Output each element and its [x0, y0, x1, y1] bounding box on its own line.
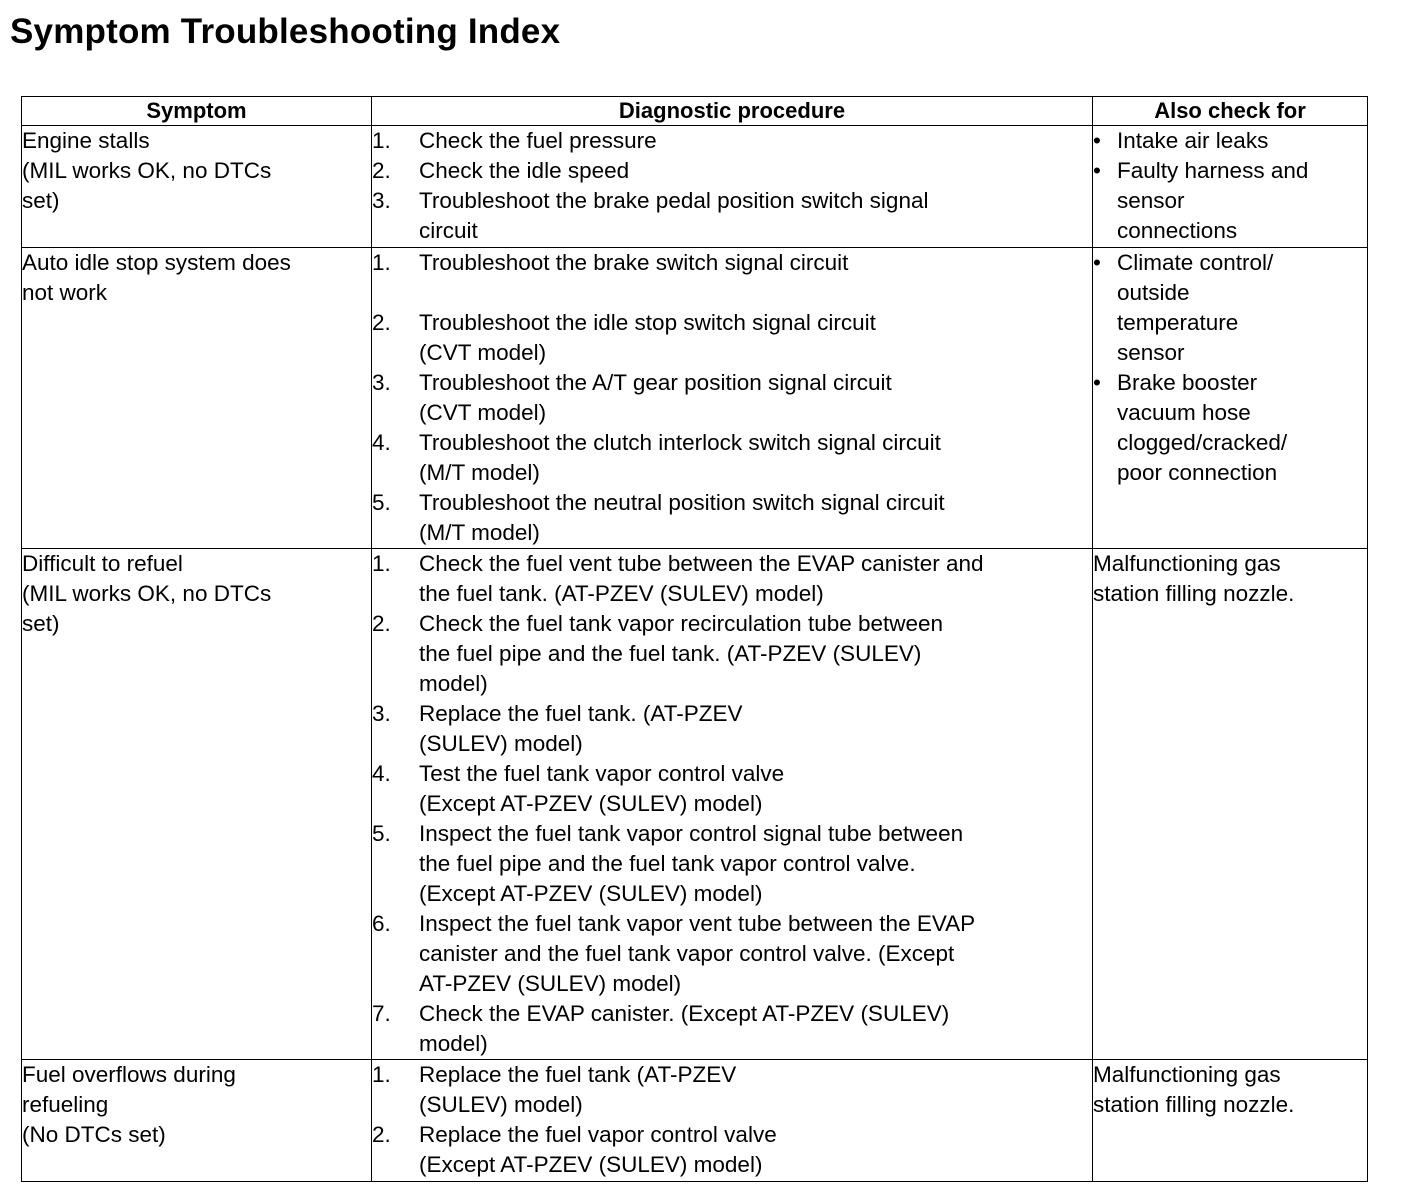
step-text: Replace the fuel tank. (AT-PZEV (SULEV) model) — [419, 701, 743, 756]
check-item-text: Climate control/ outside temperature sensor — [1117, 250, 1274, 365]
procedure-step — [372, 1120, 1092, 1180]
step-number: 1. — [372, 250, 391, 275]
step-number: 6. — [372, 911, 391, 936]
check-item — [1093, 248, 1367, 368]
also-check-cell — [1093, 1060, 1368, 1182]
step-number: 1. — [372, 128, 391, 153]
header-also-check-for: Also check for — [1093, 97, 1368, 126]
step-text: Inspect the fuel tank vapor control signal tube between the fuel pipe and the fuel tank vapor control valve. (Except AT-PZEV (SULEV) model) — [419, 821, 964, 906]
table-row — [22, 248, 1368, 549]
bullet-icon: • — [1093, 158, 1101, 183]
step-text: Troubleshoot the neutral position switch signal circuit (M/T model) — [419, 490, 945, 545]
step-number: 3. — [372, 188, 391, 213]
step-text: Test the fuel tank vapor control valve (Except AT-PZEV (SULEV) model) — [419, 761, 785, 816]
check-item — [1093, 126, 1367, 156]
procedure-step — [372, 156, 1092, 186]
step-number: 3. — [372, 701, 391, 726]
symptom-table — [21, 96, 1368, 1182]
check-item-text: Intake air leaks — [1117, 128, 1269, 153]
procedure-step — [372, 368, 1092, 428]
procedure-step — [372, 126, 1092, 156]
table-row — [22, 549, 1368, 1060]
step-number: 2. — [372, 1122, 391, 1147]
step-number: 4. — [372, 430, 391, 455]
check-item-text: Malfunctioning gas station filling nozzle. — [1093, 551, 1295, 606]
procedure-cell — [372, 248, 1093, 549]
also-check-cell — [1093, 248, 1368, 549]
step-text: Troubleshoot the clutch interlock switch signal circuit (M/T model) — [419, 430, 941, 485]
check-item-text: Malfunctioning gas station filling nozzle. — [1093, 1062, 1295, 1117]
step-number: 4. — [372, 761, 391, 786]
step-text: Troubleshoot the A/T gear position signal circuit (CVT model) — [419, 370, 892, 425]
step-number: 1. — [372, 551, 391, 576]
check-item-text: Brake booster vacuum hose clogged/cracked/ poor connection — [1117, 370, 1288, 485]
step-number: 3. — [372, 370, 391, 395]
step-text: Inspect the fuel tank vapor vent tube between the EVAP canister and the fuel tank vapor control valve. (Except AT-PZEV (SULEV) model) — [419, 911, 976, 996]
procedure-cell — [372, 1060, 1093, 1182]
table-row — [22, 1060, 1368, 1182]
symptom-cell: Difficult to refuel (MIL works OK, no DTCs set) — [22, 549, 372, 1060]
bullet-icon: • — [1093, 250, 1101, 275]
procedure-step — [372, 186, 1092, 246]
step-text: Check the fuel pressure — [419, 128, 657, 153]
page-title: Symptom Troubleshooting Index — [10, 12, 561, 51]
step-text: Troubleshoot the brake pedal position switch signal circuit — [419, 188, 929, 243]
procedure-step — [372, 1060, 1092, 1120]
step-text: Check the idle speed — [419, 158, 630, 183]
procedure-step — [372, 909, 1092, 999]
also-check-cell — [1093, 549, 1368, 1060]
procedure-step — [372, 699, 1092, 759]
symptom-cell: Fuel overflows during refueling (No DTCs set) — [22, 1060, 372, 1182]
procedure-step — [372, 609, 1092, 699]
step-number: 2. — [372, 611, 391, 636]
procedure-step — [372, 308, 1092, 368]
step-text: Check the fuel vent tube between the EVAP canister and the fuel tank. (AT-PZEV (SULEV) model) — [419, 551, 984, 606]
step-text: Replace the fuel vapor control valve (Except AT-PZEV (SULEV) model) — [419, 1122, 777, 1177]
step-text: Troubleshoot the idle stop switch signal circuit (CVT model) — [419, 310, 876, 365]
step-number: 5. — [372, 490, 391, 515]
step-number: 5. — [372, 821, 391, 846]
step-text: Replace the fuel tank (AT-PZEV (SULEV) model) — [419, 1062, 737, 1117]
table-row — [22, 126, 1368, 248]
step-text: Troubleshoot the brake switch signal circuit — [419, 250, 849, 275]
procedure-step — [372, 999, 1092, 1059]
step-number: 1. — [372, 1062, 391, 1087]
header-diagnostic-procedure: Diagnostic procedure — [372, 97, 1093, 126]
procedure-step — [372, 549, 1092, 609]
procedure-cell — [372, 549, 1093, 1060]
step-text: Check the fuel tank vapor recirculation tube between the fuel pipe and the fuel tank. (AT-PZEV (SULEV) model) — [419, 611, 944, 696]
check-item-text: Faulty harness and sensor connections — [1117, 158, 1309, 243]
bullet-icon: • — [1093, 370, 1101, 395]
procedure-step — [372, 428, 1092, 488]
symptom-cell: Engine stalls (MIL works OK, no DTCs set) — [22, 126, 372, 248]
table-header-row — [22, 97, 1368, 126]
procedure-step — [372, 819, 1092, 909]
step-number: 7. — [372, 1001, 391, 1026]
procedure-cell — [372, 126, 1093, 248]
header-symptom: Symptom — [22, 97, 372, 126]
check-item — [1093, 368, 1367, 488]
procedure-step — [372, 248, 1092, 278]
step-number: 2. — [372, 310, 391, 335]
step-text: Check the EVAP canister. (Except AT-PZEV (SULEV) model) — [419, 1001, 950, 1056]
symptom-cell: Auto idle stop system does not work — [22, 248, 372, 549]
step-number: 2. — [372, 158, 391, 183]
procedure-step — [372, 759, 1092, 819]
bullet-icon: • — [1093, 128, 1101, 153]
check-item — [1093, 156, 1367, 246]
procedure-step — [372, 488, 1092, 548]
also-check-cell — [1093, 126, 1368, 248]
